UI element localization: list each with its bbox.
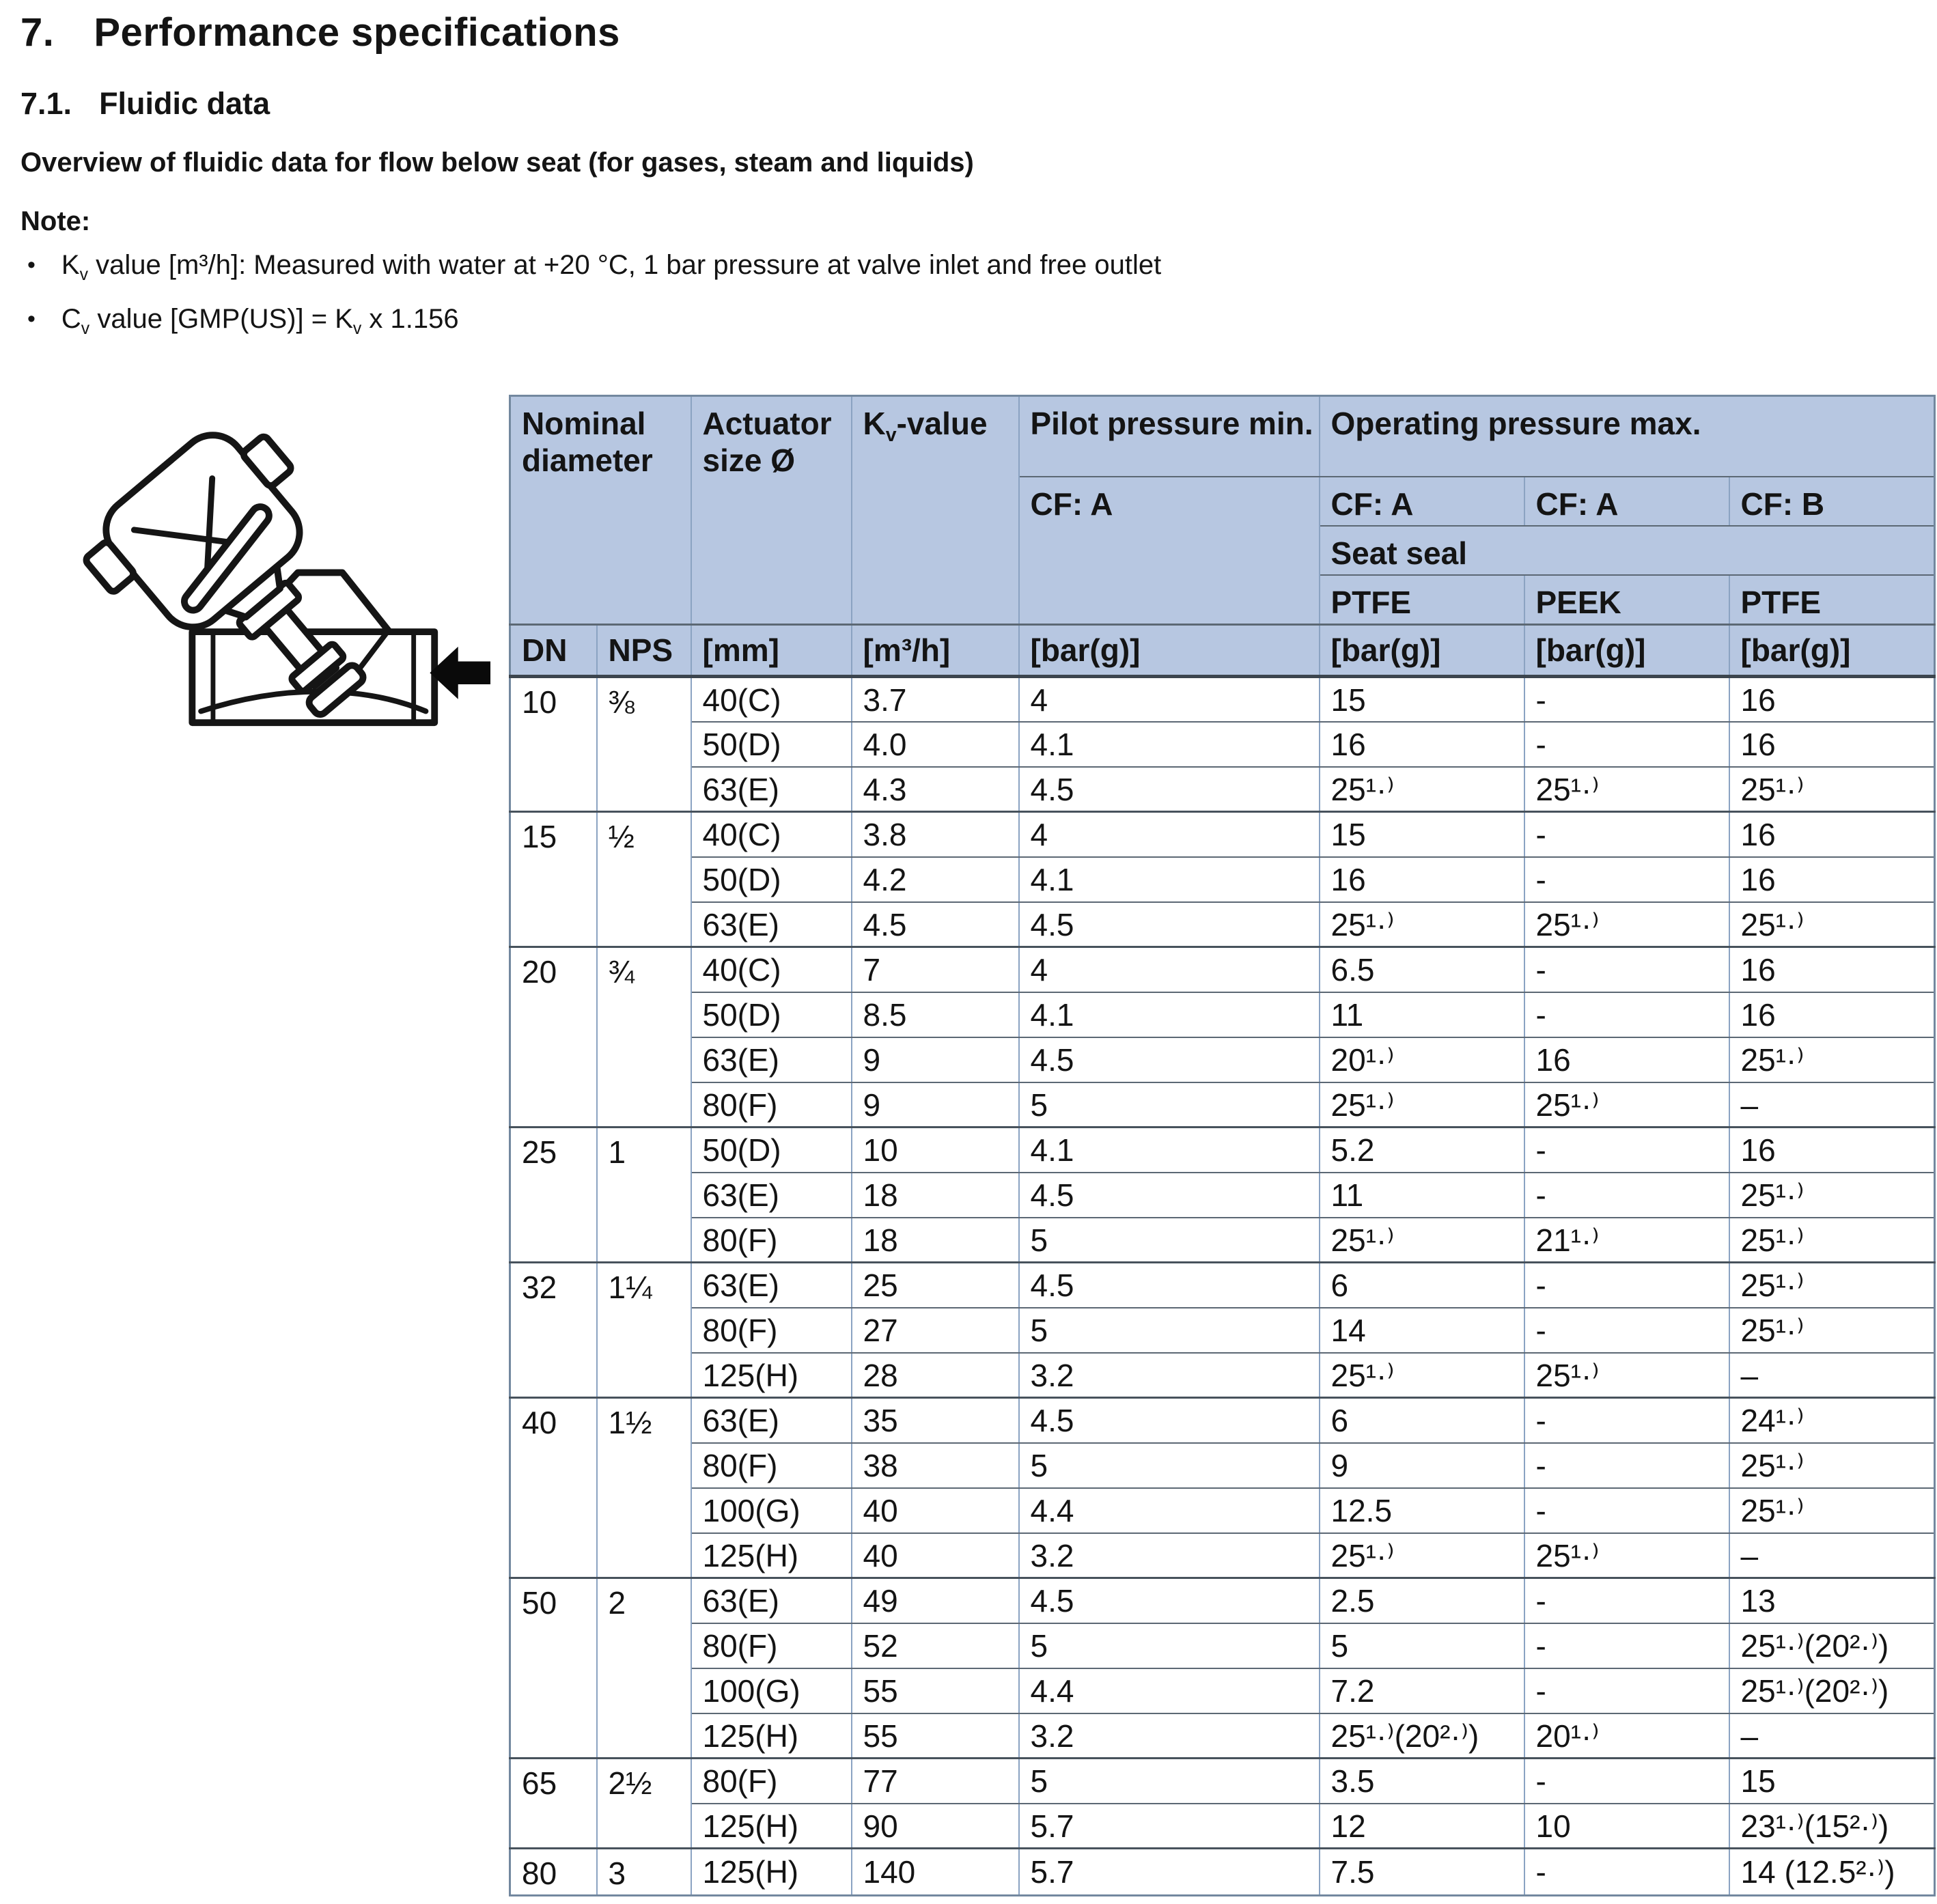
actuator-cell: 125(H) [691,1804,852,1849]
table-row [510,1128,1935,1173]
op-peek-cell: - [1524,677,1729,722]
kv-cell: 28 [852,1353,1019,1398]
section-heading [20,10,620,55]
op-ptfe-a-cell: 25¹·⁾ [1320,767,1524,812]
kv-cell: 18 [852,1173,1019,1218]
op-ptfe-b-cell: 25¹·⁾ [1729,1263,1935,1308]
kv-cell: 4.2 [852,857,1019,902]
table-row [510,1578,1935,1623]
actuator-cell: 80(F) [691,1623,852,1668]
fluidic-data-table [509,395,1936,1896]
actuator-cell: 125(H) [691,1353,852,1398]
list-item [27,250,1162,284]
unit-nps: NPS [597,625,691,677]
header-kv-value: $K_v$-value [852,396,1019,625]
op-peek-cell: - [1524,1623,1729,1668]
unit-mm: [mm] [691,625,852,677]
actuator-cell: 63(E) [691,1578,852,1623]
table-row [510,1037,1935,1082]
table-row [510,1353,1935,1398]
op-peek-cell: - [1524,1759,1729,1804]
kv-cell: 49 [852,1578,1019,1623]
kv-cell: 4.0 [852,722,1019,767]
actuator-cell: 50(D) [691,722,852,767]
header-actuator-size: Actuator size Ø [691,396,852,625]
table-row [510,1398,1935,1443]
actuator-cell: 50(D) [691,857,852,902]
dn-cell: 10 [510,677,597,812]
kv-cell: 40 [852,1533,1019,1578]
actuator-cell: 125(H) [691,1849,852,1896]
table-row [510,857,1935,902]
actuator-cell: 40(C) [691,677,852,722]
op-peek-cell: - [1524,1263,1729,1308]
op-peek-cell: - [1524,857,1729,902]
kv-cell: 10 [852,1128,1019,1173]
op-peek-cell: - [1524,1398,1729,1443]
kv-cell: 55 [852,1668,1019,1713]
table-row [510,1218,1935,1263]
op-ptfe-a-cell: 16 [1320,722,1524,767]
pilot-cell: 4.5 [1019,1263,1320,1308]
op-peek-cell: - [1524,992,1729,1037]
op-ptfe-b-cell: 16 [1729,677,1935,722]
pilot-cell: 4.5 [1019,1398,1320,1443]
pilot-cell: 4.1 [1019,722,1320,767]
op-peek-cell: - [1524,1578,1729,1623]
dn-cell: 80 [510,1849,597,1896]
pilot-cell: 4.4 [1019,1488,1320,1533]
note-label: Note: [20,206,91,236]
pilot-cell: 3.2 [1019,1713,1320,1759]
op-ptfe-b-cell: 24¹·⁾ [1729,1398,1935,1443]
actuator-cell: 40(C) [691,812,852,857]
pilot-cell: 5 [1019,1759,1320,1804]
header-seal-ptfe-a: PTFE [1320,575,1524,625]
actuator-cell: 63(E) [691,767,852,812]
op-peek-cell: 25¹·⁾ [1524,1082,1729,1128]
list-item [27,304,1161,338]
kv-cell: 3.8 [852,812,1019,857]
table-row [510,812,1935,857]
header-operating-pressure: Operating pressure max. [1320,396,1935,477]
op-peek-cell: - [1524,722,1729,767]
kv-cell: 27 [852,1308,1019,1353]
actuator-cell: 50(D) [691,992,852,1037]
op-ptfe-b-cell: 16 [1729,812,1935,857]
unit-m3h: [m³/h] [852,625,1019,677]
op-peek-cell: - [1524,1668,1729,1713]
section-number: 7. [20,10,55,55]
op-ptfe-a-cell: 25¹·⁾ [1320,1218,1524,1263]
op-peek-cell: 25¹·⁾ [1524,902,1729,947]
pilot-cell: 4.4 [1019,1668,1320,1713]
pilot-cell: 4.5 [1019,1173,1320,1218]
nps-cell: 2½ [597,1759,691,1849]
op-ptfe-b-cell: 25¹·⁾ [1729,1488,1935,1533]
kv-cell: 40 [852,1488,1019,1533]
dn-cell: 65 [510,1759,597,1849]
dn-cell: 40 [510,1398,597,1578]
op-ptfe-b-cell: 15 [1729,1759,1935,1804]
nps-cell: 1½ [597,1398,691,1578]
unit-bar-ptfe-a: [bar(g)] [1320,625,1524,677]
op-ptfe-b-cell: 23¹·⁾(15²·⁾) [1729,1804,1935,1849]
section-title: Performance specifications [94,10,620,55]
op-peek-cell: - [1524,1173,1729,1218]
table-row [510,947,1935,992]
nps-cell: 1 [597,1128,691,1263]
kv-cell: 3.7 [852,677,1019,722]
dn-cell: 25 [510,1128,597,1263]
op-ptfe-b-cell: 25¹·⁾ [1729,902,1935,947]
pilot-cell: 4.5 [1019,1037,1320,1082]
table-row [510,1173,1935,1218]
pilot-cell: 5.7 [1019,1804,1320,1849]
header-cf-a1: CF: A [1320,477,1524,526]
nps-cell: ⅜ [597,677,691,812]
nps-cell: ¾ [597,947,691,1128]
op-ptfe-a-cell: 5.2 [1320,1128,1524,1173]
table-row [510,767,1935,812]
bullet-dot-icon: • [27,306,36,332]
op-peek-cell: 16 [1524,1037,1729,1082]
note-text: $C_v$ value $[GMP(US)] = K_v$ x 1.156 [61,304,459,338]
op-ptfe-b-cell: – [1729,1713,1935,1759]
table-row [510,722,1935,767]
pilot-cell: 5.7 [1019,1849,1320,1896]
pilot-cell: 4.5 [1019,767,1320,812]
op-ptfe-b-cell: 16 [1729,947,1935,992]
kv-cell: 8.5 [852,992,1019,1037]
actuator-cell: 80(F) [691,1443,852,1488]
unit-bar-ptfe-b: [bar(g)] [1729,625,1935,677]
actuator-cell: 63(E) [691,1398,852,1443]
actuator-cell: 100(G) [691,1668,852,1713]
op-ptfe-a-cell: 11 [1320,1173,1524,1218]
pilot-cell: 4 [1019,947,1320,992]
op-peek-cell: - [1524,812,1729,857]
table-row [510,1668,1935,1713]
op-ptfe-b-cell: 16 [1729,1128,1935,1173]
op-peek-cell: - [1524,947,1729,992]
op-ptfe-a-cell: 15 [1320,677,1524,722]
overview-line: Overview of fluidic data for flow below seat (for gases, steam and liquids) [20,148,974,178]
table-row [510,1759,1935,1804]
dn-cell: 50 [510,1578,597,1759]
flow-arrow-icon [430,647,490,699]
actuator-cell: 80(F) [691,1218,852,1263]
table-row [510,625,1935,677]
pilot-cell: 4 [1019,677,1320,722]
op-ptfe-b-cell: – [1729,1082,1935,1128]
actuator-cell: 125(H) [691,1713,852,1759]
op-ptfe-b-cell: – [1729,1353,1935,1398]
op-ptfe-b-cell: 25¹·⁾ [1729,1037,1935,1082]
op-ptfe-b-cell: – [1729,1533,1935,1578]
header-seat-seal: Seat seal [1320,526,1935,575]
op-ptfe-a-cell: 7.2 [1320,1668,1524,1713]
table-row [510,1804,1935,1849]
header-cf-b: CF: B [1729,477,1935,526]
op-peek-cell: - [1524,1849,1729,1896]
op-ptfe-a-cell: 20¹·⁾ [1320,1037,1524,1082]
op-ptfe-b-cell: 16 [1729,722,1935,767]
kv-cell: 7 [852,947,1019,992]
op-peek-cell: 25¹·⁾ [1524,1533,1729,1578]
op-peek-cell: 25¹·⁾ [1524,767,1729,812]
op-ptfe-a-cell: 7.5 [1320,1849,1524,1896]
nps-cell: 1¼ [597,1263,691,1398]
kv-cell: 55 [852,1713,1019,1759]
actuator-cell: 50(D) [691,1128,852,1173]
op-ptfe-b-cell: 16 [1729,857,1935,902]
op-ptfe-b-cell: 25¹·⁾(20²·⁾) [1729,1668,1935,1713]
header-seal-peek: PEEK [1524,575,1729,625]
actuator-cell: 80(F) [691,1308,852,1353]
op-ptfe-a-cell: 2.5 [1320,1578,1524,1623]
kv-cell: 38 [852,1443,1019,1488]
pilot-cell: 5 [1019,1443,1320,1488]
subsection-title: Fluidic data [99,86,270,121]
kv-cell: 25 [852,1263,1019,1308]
table-row [510,1082,1935,1128]
unit-bar-peek: [bar(g)] [1524,625,1729,677]
valve-illustration [20,395,492,740]
op-ptfe-b-cell: 25¹·⁾ [1729,1443,1935,1488]
op-peek-cell: - [1524,1443,1729,1488]
actuator-cell: 63(E) [691,1173,852,1218]
table-row [510,1308,1935,1353]
op-ptfe-b-cell: 16 [1729,992,1935,1037]
op-ptfe-a-cell: 25¹·⁾ [1320,902,1524,947]
kv-cell: 52 [852,1623,1019,1668]
pilot-cell: 4.1 [1019,857,1320,902]
kv-cell: 4.3 [852,767,1019,812]
kv-cell: 140 [852,1849,1019,1896]
kv-cell: 90 [852,1804,1019,1849]
unit-dn: DN [510,625,597,677]
pilot-cell: 5 [1019,1218,1320,1263]
op-ptfe-b-cell: 25¹·⁾ [1729,767,1935,812]
actuator-cell: 80(F) [691,1759,852,1804]
nps-cell: ½ [597,812,691,947]
note-list [27,250,1161,358]
dn-cell: 20 [510,947,597,1128]
op-ptfe-a-cell: 6 [1320,1263,1524,1308]
pilot-cell: 5 [1019,1623,1320,1668]
table-row [510,1488,1935,1533]
table-row [510,1443,1935,1488]
op-ptfe-a-cell: 5 [1320,1623,1524,1668]
kv-cell: 9 [852,1082,1019,1128]
op-ptfe-a-cell: 12.5 [1320,1488,1524,1533]
actuator-cell: 125(H) [691,1533,852,1578]
header-seal-ptfe-b: PTFE [1729,575,1935,625]
op-peek-cell: - [1524,1488,1729,1533]
op-ptfe-a-cell: 6 [1320,1398,1524,1443]
actuator-cell: 40(C) [691,947,852,992]
op-ptfe-b-cell: 25¹·⁾ [1729,1218,1935,1263]
kv-cell: 35 [852,1398,1019,1443]
dn-cell: 32 [510,1263,597,1398]
op-ptfe-a-cell: 15 [1320,812,1524,857]
header-nominal-diameter: Nominal diameter [510,396,691,625]
nps-cell: 2 [597,1578,691,1759]
op-peek-cell: 20¹·⁾ [1524,1713,1729,1759]
pilot-cell: 4.5 [1019,902,1320,947]
op-ptfe-b-cell: 25¹·⁾ [1729,1308,1935,1353]
pilot-cell: 4.1 [1019,1128,1320,1173]
op-peek-cell: - [1524,1128,1729,1173]
kv-cell: 77 [852,1759,1019,1804]
op-ptfe-a-cell: 9 [1320,1443,1524,1488]
subsection-heading [20,86,270,122]
actuator-cell: 63(E) [691,902,852,947]
op-ptfe-a-cell: 11 [1320,992,1524,1037]
unit-bar-pilot: [bar(g)] [1019,625,1320,677]
table-row [510,1849,1935,1896]
pilot-cell: 4.1 [1019,992,1320,1037]
op-ptfe-a-cell: 25¹·⁾ [1320,1533,1524,1578]
table-row [510,677,1935,722]
pilot-cell: 5 [1019,1308,1320,1353]
pilot-cell: 5 [1019,1082,1320,1128]
actuator-cell: 63(E) [691,1037,852,1082]
table-row [510,1713,1935,1759]
op-ptfe-a-cell: 25¹·⁾ [1320,1082,1524,1128]
header-pilot-cf: CF: A [1019,477,1320,625]
bullet-dot-icon: • [27,252,36,278]
actuator-cell: 100(G) [691,1488,852,1533]
nps-cell: 3 [597,1849,691,1896]
op-ptfe-b-cell: 14 (12.5²·⁾) [1729,1849,1935,1896]
pilot-cell: 4 [1019,812,1320,857]
op-peek-cell: 21¹·⁾ [1524,1218,1729,1263]
op-ptfe-b-cell: 25¹·⁾ [1729,1173,1935,1218]
header-cf-a2: CF: A [1524,477,1729,526]
table-row [510,902,1935,947]
pilot-cell: 3.2 [1019,1353,1320,1398]
op-ptfe-a-cell: 3.5 [1320,1759,1524,1804]
op-ptfe-a-cell: 16 [1320,857,1524,902]
op-peek-cell: - [1524,1308,1729,1353]
op-ptfe-a-cell: 25¹·⁾(20²·⁾) [1320,1713,1524,1759]
kv-cell: 4.5 [852,902,1019,947]
op-ptfe-b-cell: 25¹·⁾(20²·⁾) [1729,1623,1935,1668]
kv-cell: 18 [852,1218,1019,1263]
op-peek-cell: 10 [1524,1804,1729,1849]
op-ptfe-a-cell: 6.5 [1320,947,1524,992]
subsection-number: 7.1. [20,86,72,121]
actuator-cell: 63(E) [691,1263,852,1308]
op-ptfe-a-cell: 25¹·⁾ [1320,1353,1524,1398]
table-row [510,1533,1935,1578]
op-ptfe-a-cell: 12 [1320,1804,1524,1849]
op-ptfe-a-cell: 14 [1320,1308,1524,1353]
table-row [510,1263,1935,1308]
dn-cell: 15 [510,812,597,947]
op-peek-cell: 25¹·⁾ [1524,1353,1729,1398]
table-row [510,396,1935,477]
note-text: $K_v$ value [m³/h]: Measured with water at +20 °C, 1 bar pressure at valve inlet and free outlet [61,250,1162,284]
table-row [510,992,1935,1037]
pilot-cell: 3.2 [1019,1533,1320,1578]
kv-cell: 9 [852,1037,1019,1082]
header-pilot-pressure: Pilot pressure min. [1019,396,1320,477]
pilot-cell: 4.5 [1019,1578,1320,1623]
op-ptfe-b-cell: 13 [1729,1578,1935,1623]
actuator-cell: 80(F) [691,1082,852,1128]
table-row [510,1623,1935,1668]
